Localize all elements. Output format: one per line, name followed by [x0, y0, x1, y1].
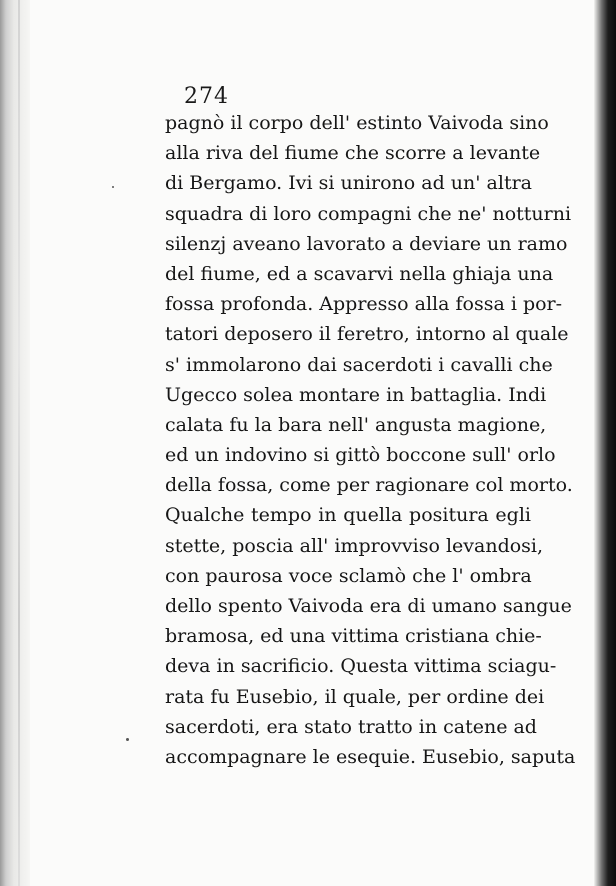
- text-line: alla riva del fiume che scorre a levante: [165, 142, 541, 165]
- text-line: s' immolarono dai sacerdoti i cavalli che: [165, 353, 553, 376]
- text-line: pagnò il corpo dell' estinto Vaivoda sino: [165, 112, 549, 134]
- text-line: fossa profonda. Appresso alla fossa i por-: [165, 293, 563, 316]
- text-line: Qualche tempo in quella positura egli: [165, 504, 531, 527]
- text-line: tatori deposero il feretro, intorno al quale: [165, 323, 569, 346]
- text-line: sacerdoti, era stato tratto in catene ad: [165, 715, 537, 738]
- scan-speck: [112, 186, 114, 188]
- text-line: stette, poscia all' improvviso levandosi,: [165, 534, 544, 557]
- right-page-edge: [594, 0, 616, 886]
- text-line: di Bergamo. Ivi si unirono ad un' altra: [165, 172, 532, 195]
- text-line: del fiume, ed a scavarvi nella ghiaja una: [165, 262, 554, 285]
- text-line: silenzj aveano lavorato a deviare un ramo: [165, 232, 568, 255]
- text-line: della fossa, come per ragionare col morto.: [165, 474, 573, 497]
- text-line: deva in sacrificio. Questa vittima sciagu-: [165, 655, 557, 678]
- text-line: Ugecco solea montare in battaglia. Indi: [165, 383, 547, 406]
- text-line: con paurosa voce sclamò che l' ombra: [165, 564, 532, 587]
- text-line: accompagnare le esequie. Eusebio, saputa: [165, 745, 576, 768]
- text-line: dello spento Vaivoda era di umano sangue: [165, 595, 572, 617]
- scan-speck: [126, 738, 129, 741]
- text-line: squadra di loro compagni che ne' notturni: [165, 202, 572, 225]
- text-line: calata fu la bara nell' angusta magione,: [165, 413, 547, 436]
- text-line: rata fu Eusebio, il quale, per ordine dei: [165, 685, 545, 708]
- text-line: bramosa, ed una vittima cristiana chie-: [165, 625, 542, 648]
- left-binding-edge: [0, 0, 30, 886]
- page-number: 274: [184, 84, 229, 109]
- text-line: ed un indovino si gittò boccone sull' orlo: [165, 444, 556, 467]
- body-text: [165, 108, 576, 772]
